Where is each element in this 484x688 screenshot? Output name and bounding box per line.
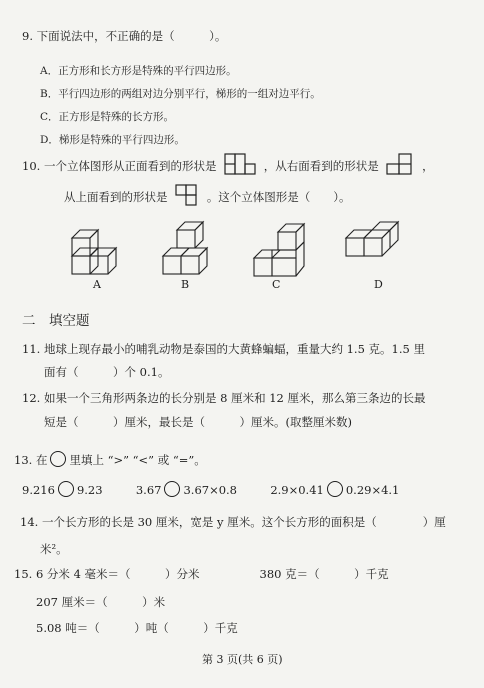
figure-label-a: A [93,278,101,291]
q13-comparisons: 9.216 9.23 3.67 3.67×0.8 2.9×0.41 0.29×4.1 [22,483,400,497]
solid-figures [0,220,484,300]
top-view-icon [175,184,199,206]
figure-label-b: B [181,278,190,291]
figure-a [72,230,116,274]
q15-line2: 207 厘米＝（ ）米 [36,595,166,609]
q9-option-d: D．梯形是特殊的平行四边形。 [40,134,185,146]
comparison-circle-icon [58,481,74,497]
q12-line2: 短是（ ）厘米，最长是（ ）厘米。(取整厘米数) [44,415,352,429]
q9-option-c: C．正方形是特殊的长方形。 [40,111,175,123]
comparison-circle-icon [50,451,66,467]
figure-b [163,222,207,274]
comparison-circle-icon [327,481,343,497]
q15-line1: 15. 6 分米 4 毫米＝（ ）分米 380 克＝（ ）千克 [14,567,389,581]
page-footer: 第 3 页(共 6 页) [202,653,283,666]
q10-line2: 从上面看到的形状是 。这个立体图形是（ ）。 [64,184,351,206]
q14-line1: 14. 一个长方形的长是 30 厘米，宽是 y 厘米。这个长方形的面积是（ ）厘 [20,515,446,529]
q9-option-a: A．正方形和长方形是特殊的平行四边形。 [40,65,237,77]
front-view-icon [224,153,256,175]
q11-line2: 面有（ ）个 0.1。 [44,365,170,379]
figure-label-d: D [374,278,383,291]
figure-d [346,222,398,256]
figure-label-c: C [272,278,281,291]
q10-line1: 10. 一个立体图形从正面看到的形状是 ，从右面看到的形状是 ， [22,153,434,175]
q9-stem: 9. 下面说法中，不正确的是（ ）。 [22,29,227,43]
q14-line2: 米²。 [40,542,68,556]
q11-line1: 11. 地球上现存最小的哺乳动物是泰国的大黄蜂蝙蝠，重量大约 1.5 克。1.5 里 [22,342,425,356]
q13-stem: 13. 在 里填上 “>” “<” 或 “=”。 [14,453,206,467]
figure-c [254,224,304,276]
q15-line3: 5.08 吨＝（ ）吨（ ）千克 [36,621,238,635]
q9-option-b: B．平行四边形的两组对边分别平行，梯形的一组对边平行。 [40,88,321,100]
comparison-circle-icon [164,481,180,497]
q12-line1: 12. 如果一个三角形两条边的长分别是 8 厘米和 12 厘米，那么第三条边的长最 [22,391,426,405]
right-view-icon [386,153,414,175]
section-title: 二 填空题 [22,313,90,329]
